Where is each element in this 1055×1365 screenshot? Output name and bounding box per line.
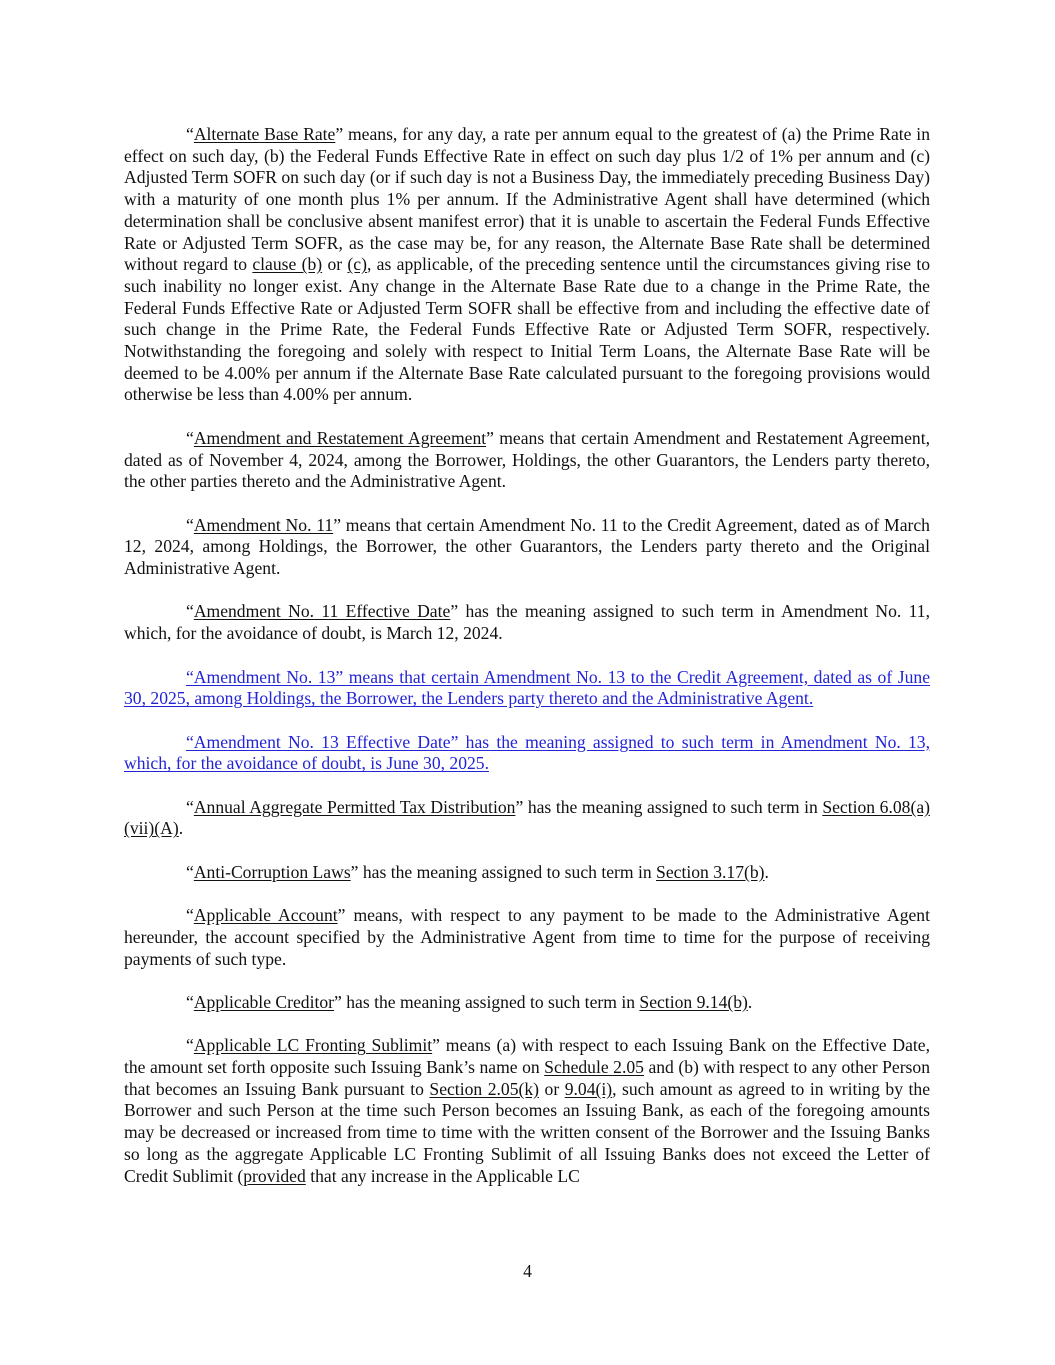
definition-paragraph [124, 1035, 930, 1187]
underlined-term: Amendment No. 11 [193, 514, 334, 535]
underlined-term: Section 6.08(a)(vii)(A) [124, 796, 930, 839]
definition-paragraph [124, 797, 930, 840]
underlined-term: Section 9.14(b) [639, 991, 748, 1012]
paragraph-text: , such amount as agreed to in writing by the Borrower and such Person at the time such Person becomes an Issuing Bank, as each of the foregoing amounts may be decreased or increased from time to time with the written consent of the Borrower and the Issuing Banks so long as the aggregate Applicable LC Fronting Sublimit of all Issuing Banks does not exceed the Letter of Credit Sublimit ( [124, 1078, 930, 1186]
definition-paragraph [124, 601, 930, 644]
underlined-term: Applicable LC Fronting Sublimit [193, 1035, 433, 1056]
underlined-term: Amendment and Restatement Agreement [193, 427, 487, 448]
definition-paragraph [124, 905, 930, 970]
definition-paragraph [124, 515, 930, 580]
document-body [124, 124, 930, 1209]
paragraph-text: ” has the meaning assigned to such term in [350, 861, 657, 882]
paragraph-text: ” has the meaning assigned to such term in [334, 991, 640, 1012]
paragraph-text: ” means, for any day, a rate per annum equal to the greatest of (a) the Prime Rate in effect on such day, (b) the Federal Funds Effective Rate in effect on such day plus 1/2 of 1% per annum and (c) Adjusted Term SOFR on such day (or if such day is not a Business Day, the immediately preceding Business Day) with a maturity of one month plus 1% per annum. If the Administrative Agent shall have determined (which determination shall be conclusive absent manifest error) that it is unable to ascertain the Federal Funds Effective Rate or Adjusted Term SOFR, as the case may be, for any reason, the Alternate Base Rate shall be determined without regard to [124, 124, 930, 275]
paragraph-text: ” means (a) with respect to each Issuing Bank on the Effective Date, the amount set forth opposite such Issuing Bank’s name on [124, 1035, 931, 1078]
paragraph-text: “ [186, 514, 194, 535]
underlined-term: Section 3.17(b) [656, 861, 765, 882]
paragraph-text: “ [186, 991, 194, 1012]
paragraph-text: ” means, with respect to any payment to be made to the Administrative Agent hereunder, the account specified by the Administrative Agent from time to time for the purpose of receiving payments of such type. [124, 905, 930, 969]
definition-paragraph [124, 428, 930, 493]
paragraph-text: ” means that certain Amendment No. 11 to the Credit Agreement, dated as of March 12, 2024, among Holdings, the Borrower, the other Guarantors, the Lenders party thereto and the Original Administrative Agent. [124, 514, 930, 579]
paragraph-text: “ [186, 1035, 194, 1056]
underlined-term: (c) [347, 254, 367, 275]
underlined-term: clause (b) [252, 254, 323, 275]
paragraph-text: “ [186, 796, 194, 817]
paragraph-text: . [747, 991, 753, 1012]
underlined-term: Schedule 2.05 [544, 1057, 644, 1078]
underlined-term: Section 2.05(k) [429, 1078, 539, 1099]
paragraph-text: “Amendment No. 13” means that certain Amendment No. 13 to the Credit Agreement, dated as of June 30, 2025, among Holdings, the Borrower, the Lenders party thereto and the Administrative Agent. [124, 666, 930, 709]
paragraph-text: “ [186, 601, 194, 622]
paragraph-text: , as applicable, of the preceding sentence until the circumstances giving rise to such inability no longer exist. Any change in the Alternate Base Rate due to a change in the Prime Rate, the Federal Funds Effective Rate or Adjusted Term SOFR shall be effective from and including the effective date of such change in the Prime Rate, the Federal Funds Effective Rate or Adjusted Term SOFR, respectively. Notwithstanding the foregoing and solely with respect to Initial Term Loans, the Alternate Base Rate will be deemed to be 4.00% per annum if the Alternate Base Rate calculated pursuant to the foregoing provisions would otherwise be less than 4.00% per annum. [124, 254, 931, 405]
underlined-term: Anti-Corruption Laws [193, 861, 351, 882]
underlined-term: Amendment No. 11 Effective Date [193, 601, 451, 622]
paragraph-text: “ [186, 905, 194, 926]
underlined-term: 9.04(i) [564, 1078, 613, 1099]
paragraph-text: . [764, 861, 769, 882]
definition-paragraph [124, 862, 930, 884]
page-number: 4 [523, 1261, 532, 1281]
paragraph-text: and (b) with respect to any other Person that becomes an Issuing Bank pursuant to [124, 1057, 931, 1099]
underlined-term: Applicable Creditor [193, 991, 335, 1012]
paragraph-text: or [539, 1078, 565, 1099]
paragraph-text: “ [186, 861, 194, 882]
paragraph-text: that any increase in the Applicable LC [305, 1165, 580, 1186]
underlined-term: provided [243, 1165, 306, 1186]
paragraph-text: . [178, 818, 184, 839]
paragraph-text: “ [186, 427, 194, 448]
paragraph-text: “ [186, 124, 194, 144]
paragraph-text: ” means that certain Amendment and Restatement Agreement, dated as of November 4, 2024, among the Borrower, Holdings, the other Guarantors, the Lenders party thereto, the other parties thereto and the Administrative Agent. [124, 427, 930, 492]
paragraph-text: “Amendment No. 13 Effective Date” has the meaning assigned to such term in Amendment No. 13, which, for the avoidance of doubt, is June 30, 2025. [124, 731, 930, 774]
paragraph-text: ” has the meaning assigned to such term in Amendment No. 11, which, for the avoidance of doubt, is March 12, 2024. [124, 601, 930, 644]
underlined-term: Applicable Account [193, 905, 338, 926]
underlined-term: Alternate Base Rate [193, 124, 336, 144]
paragraph-text: ” has the meaning assigned to such term in [515, 796, 823, 817]
inserted-definition-paragraph [124, 732, 930, 775]
definition-paragraph [124, 992, 930, 1014]
underlined-term: Annual Aggregate Permitted Tax Distribution [193, 796, 516, 817]
inserted-definition-paragraph [124, 667, 930, 710]
paragraph-text: or [322, 254, 348, 275]
definition-paragraph [124, 124, 930, 406]
